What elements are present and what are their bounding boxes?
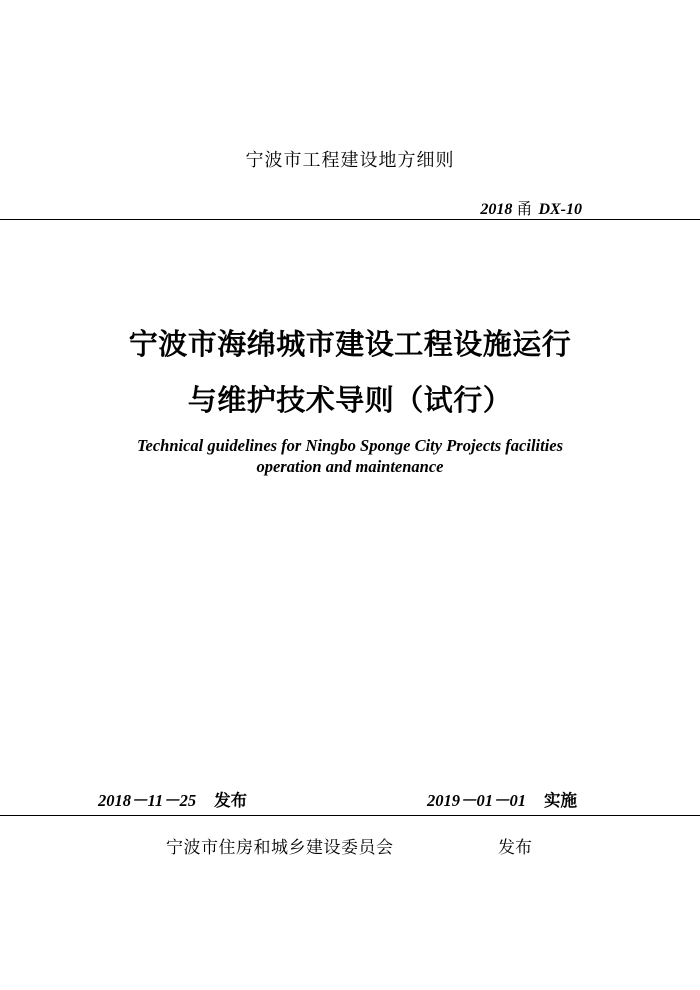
issue-date: 2018－11－25 [98,791,197,810]
issuing-action: 发布 [498,838,532,858]
standard-code-number: DX-10 [538,201,582,218]
standard-code [480,196,582,219]
document-title-line-1: 宁波市海绵城市建设工程设施运行 [128,327,572,361]
english-title-line-1: Technical guidelines for Ningbo Sponge City Projects facilities [136,436,564,455]
english-title-line-2: operation and maintenance [256,457,444,476]
issue-date-block [98,787,247,811]
issue-label: 发布 [214,791,248,810]
footer-divider [0,815,700,816]
effective-date-block [427,787,577,811]
standard-code-city: 甬 [516,199,533,218]
document-title-line-2: 与维护技术导则（试行） [187,383,513,417]
standard-code-year: 2018 [480,201,513,218]
standard-series-title: 宁波市工程建设地方细则 [245,150,455,171]
effective-date: 2019－01－01 [427,791,526,810]
effective-label: 实施 [544,791,577,810]
header-divider [0,219,700,220]
issuing-authority: 宁波市住房和城乡建设委员会 [166,838,394,858]
